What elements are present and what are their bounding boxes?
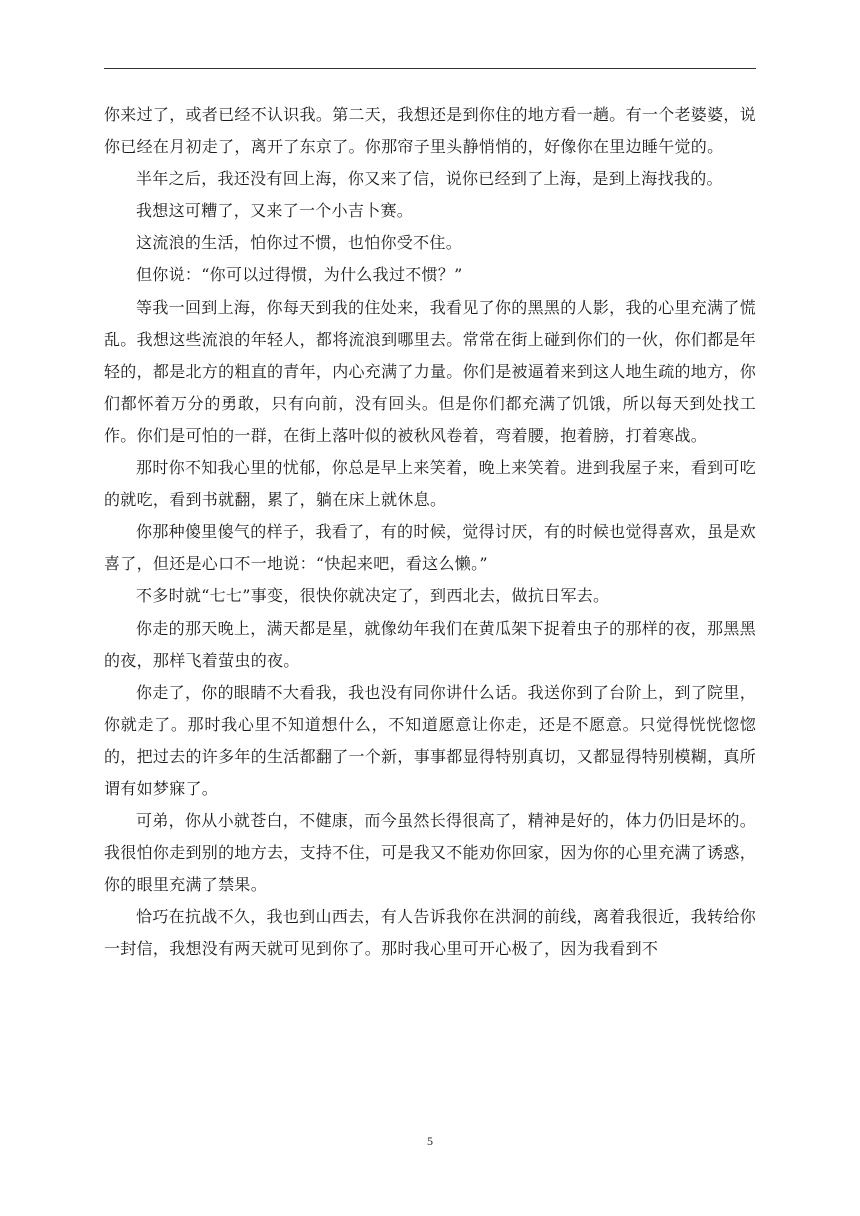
paragraph: 你走了，你的眼睛不大看我，我也没有同你讲什么话。我送你到了台阶上，到了院里，你就走了。那时我心里不知道想什么，不知道愿意让你走，还是不愿意。只觉得恍恍惚惚的，把过去的许多年的生活都翻了一个新，事事都显得特别真切，又都显得特别模糊，真所谓有如梦寐了。 bbox=[104, 682, 757, 798]
paragraph: 这流浪的生活，怕你过不惯，也怕你受不住。 bbox=[136, 233, 463, 253]
paragraph: 可弟，你从小就苍白，不健康，而今虽然长得很高了，精神是好的，体力仍旧是坏的。我很怕你走到别的地方去，支持不住，可是我又不能劝你回家，因为你的心里充满了诱惑，你的眼里充满了禁果。 bbox=[104, 811, 757, 895]
paragraph: 那时你不知我心里的忧郁，你总是早上来笑着，晚上来笑着。进到我屋子来，看到可吃的就吃，看到书就翻，累了，躺在床上就休息。 bbox=[104, 458, 756, 510]
paragraph: 恰巧在抗战不久，我也到山西去，有人告诉我你在洪洞的前线，离着我很近，我转给你一封信，我想没有两天就可见到你了。那时我心里可开心极了，因为我看到不 bbox=[104, 907, 756, 959]
paragraph: 我想这可糟了，又来了一个小吉卜赛。 bbox=[136, 201, 414, 221]
paragraph: 但你说：“你可以过得惯，为什么我过不惯？” bbox=[136, 265, 463, 285]
paragraph: 半年之后，我还没有回上海，你又来了信，说你已经到了上海，是到上海找我的。 bbox=[136, 169, 723, 189]
page-body bbox=[104, 99, 756, 966]
paragraph: 你来过了，或者已经不认识我。第二天，我想还是到你住的地方看一趟。有一个老婆婆，说你已经在月初走了，离开了东京了。你那帘子里头静悄悄的，好像你在里边睡午觉的。 bbox=[104, 105, 757, 157]
paragraph: 你走的那天晚上，满天都是星，就像幼年我们在黄瓜架下捉着虫子的那样的夜，那黑黑的夜，那样飞着萤虫的夜。 bbox=[104, 618, 756, 670]
header-rule bbox=[104, 68, 756, 69]
paragraph: 你那种傻里傻气的样子，我看了，有的时候，觉得讨厌，有的时候也觉得喜欢，虽是欢喜了，但还是心口不一地说：“快起来吧，看这么懒。” bbox=[104, 522, 756, 574]
page-number: 5 bbox=[427, 1134, 433, 1148]
paragraph: 不多时就“七七”事变，很快你就决定了，到西北去，做抗日军去。 bbox=[136, 586, 610, 606]
paragraph: 等我一回到上海，你每天到我的住处来，我看见了你的黑黑的人影，我的心里充满了慌乱。我想这些流浪的年轻人，都将流浪到哪里去。常常在街上碰到你们的一伙，你们都是年轻的，都是北方的粗直的青年，内心充满了力量。你们是被逼着来到这人地生疏的地方，你们都怀着万分的勇敢，只有向前，没有回头。但是你们都充满了饥饿，所以每天到处找工作。你们是可怕的一群，在街上落叶似的被秋风卷着，弯着腰，抱着膀，打着寒战。 bbox=[104, 297, 757, 445]
